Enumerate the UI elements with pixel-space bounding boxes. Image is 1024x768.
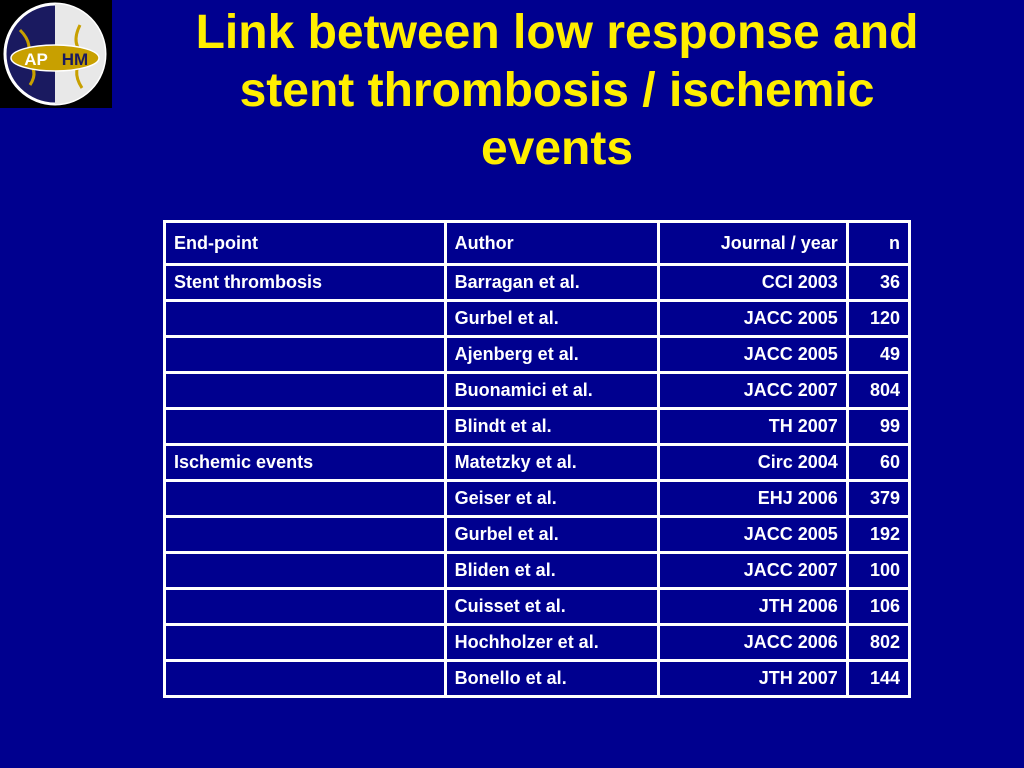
table-row	[166, 590, 908, 623]
cell-journal-year: JACC 2005	[660, 302, 846, 335]
header-author: Author	[447, 223, 657, 263]
cell-author: Cuisset et al.	[447, 590, 657, 623]
cell-author: Blindt et al.	[447, 410, 657, 443]
table-row	[166, 554, 908, 587]
cell-n: 106	[849, 590, 908, 623]
cell-journal-year: JACC 2005	[660, 518, 846, 551]
cell-author: Geiser et al.	[447, 482, 657, 515]
cell-journal-year: EHJ 2006	[660, 482, 846, 515]
table-row	[166, 482, 908, 515]
cell-n: 100	[849, 554, 908, 587]
cell-n: 120	[849, 302, 908, 335]
cell-endpoint: Ischemic events	[166, 446, 444, 479]
cell-endpoint	[166, 554, 444, 587]
cell-n: 192	[849, 518, 908, 551]
logo-text-left: AP	[24, 50, 48, 69]
cell-endpoint	[166, 482, 444, 515]
table-row	[166, 410, 908, 443]
cell-n: 802	[849, 626, 908, 659]
cell-author: Gurbel et al.	[447, 302, 657, 335]
cell-author: Bliden et al.	[447, 554, 657, 587]
cell-n: 144	[849, 662, 908, 695]
table-row	[166, 518, 908, 551]
cell-n: 99	[849, 410, 908, 443]
cell-endpoint	[166, 662, 444, 695]
cell-journal-year: JTH 2007	[660, 662, 846, 695]
cell-endpoint	[166, 302, 444, 335]
header-endpoint: End-point	[166, 223, 444, 263]
logo-text-right: HM	[61, 50, 89, 69]
table-row	[166, 374, 908, 407]
cell-author: Buonamici et al.	[447, 374, 657, 407]
cell-endpoint	[166, 626, 444, 659]
cell-n: 379	[849, 482, 908, 515]
header-journal-year: Journal / year	[660, 223, 846, 263]
cell-n: 804	[849, 374, 908, 407]
cell-author: Hochholzer et al.	[447, 626, 657, 659]
studies-table	[163, 220, 911, 698]
cell-journal-year: JACC 2007	[660, 554, 846, 587]
cell-journal-year: TH 2007	[660, 410, 846, 443]
cell-author: Matetzky et al.	[447, 446, 657, 479]
cell-author: Gurbel et al.	[447, 518, 657, 551]
cell-journal-year: JTH 2006	[660, 590, 846, 623]
table-row	[166, 266, 908, 299]
header-n: n	[849, 223, 908, 263]
table-row	[166, 302, 908, 335]
cell-author: Barragan et al.	[447, 266, 657, 299]
cell-author: Bonello et al.	[447, 662, 657, 695]
cell-journal-year: JACC 2007	[660, 374, 846, 407]
table-row	[166, 446, 908, 479]
cell-endpoint	[166, 374, 444, 407]
cell-journal-year: Circ 2004	[660, 446, 846, 479]
cell-endpoint	[166, 410, 444, 443]
aphm-logo	[0, 0, 112, 108]
cell-endpoint	[166, 518, 444, 551]
table-header-row	[166, 223, 908, 263]
table-row	[166, 626, 908, 659]
table-row	[166, 338, 908, 371]
slide-title: Link between low response and stent thrombosis / ischemic events	[195, 6, 919, 175]
table-row	[166, 662, 908, 695]
cell-n: 49	[849, 338, 908, 371]
cell-n: 36	[849, 266, 908, 299]
cell-journal-year: JACC 2005	[660, 338, 846, 371]
cell-n: 60	[849, 446, 908, 479]
cell-endpoint: Stent thrombosis	[166, 266, 444, 299]
cell-endpoint	[166, 338, 444, 371]
cell-journal-year: JACC 2006	[660, 626, 846, 659]
cell-journal-year: CCI 2003	[660, 266, 846, 299]
cell-author: Ajenberg et al.	[447, 338, 657, 371]
cell-endpoint	[166, 590, 444, 623]
